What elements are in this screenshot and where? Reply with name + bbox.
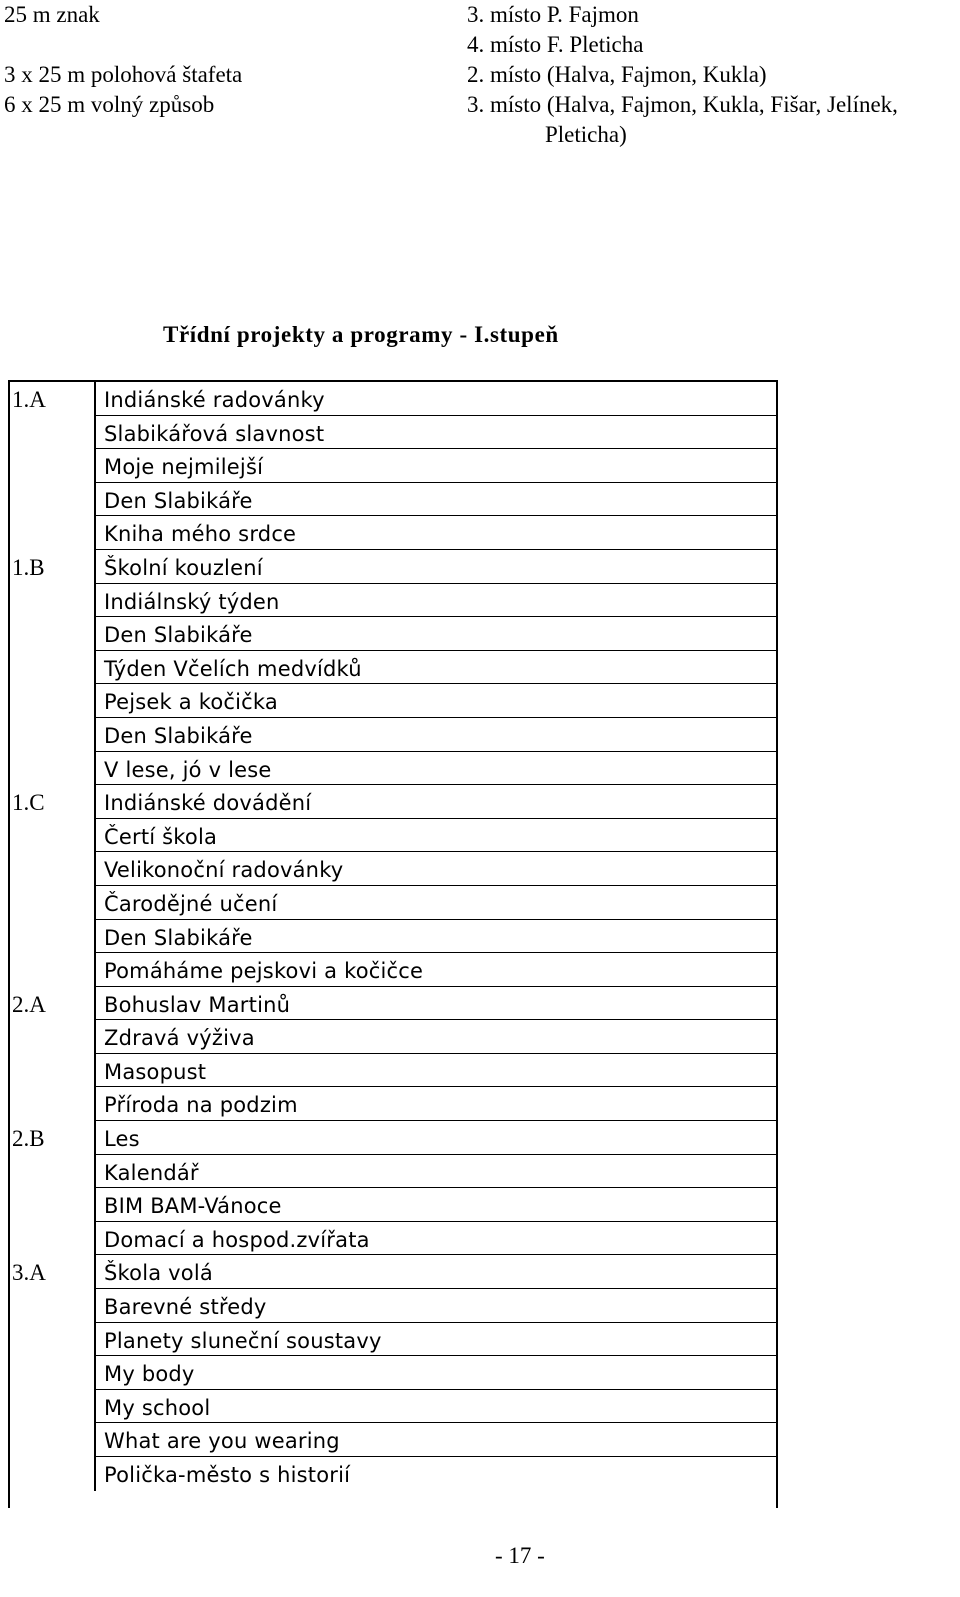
project-row <box>94 584 776 618</box>
project-row <box>94 1356 776 1390</box>
discipline: 25 m znak <box>4 2 100 27</box>
project-row <box>94 1457 776 1491</box>
project-row <box>12 1255 776 1289</box>
project-row <box>12 382 776 416</box>
project-name: Školní kouzlení <box>104 555 263 580</box>
project-row <box>94 852 776 886</box>
project-row <box>94 886 776 920</box>
column-divider <box>94 516 96 549</box>
project-name: Indiálnský týden <box>104 589 280 614</box>
column-divider <box>94 819 96 852</box>
project-name: Planety sluneční soustavy <box>104 1328 382 1353</box>
project-name: Indiánské dovádění <box>104 791 312 816</box>
column-divider <box>94 1356 96 1389</box>
project-name: V lese, jó v lese <box>104 757 272 782</box>
column-divider <box>94 987 96 1020</box>
project-row <box>94 1390 776 1424</box>
project-row <box>94 1087 776 1121</box>
result-row <box>4 60 954 90</box>
project-name: Den Slabikáře <box>104 623 253 648</box>
project-name: Polička-město s historií <box>104 1463 351 1487</box>
project-name: Příroda na podzim <box>104 1093 298 1118</box>
project-name: Indiánské radovánky <box>104 388 325 412</box>
column-divider <box>94 752 96 785</box>
column-divider <box>94 1222 96 1255</box>
class-label: 2.A <box>12 991 46 1017</box>
result-row <box>4 90 954 120</box>
column-divider <box>94 1323 96 1356</box>
column-divider <box>94 1390 96 1423</box>
project-row <box>94 1323 776 1357</box>
project-row <box>94 953 776 987</box>
project-row <box>94 1020 776 1054</box>
class-label: 2.B <box>12 1126 45 1152</box>
project-name: Zdravá výživa <box>104 1026 255 1051</box>
project-name: Škola volá <box>104 1261 213 1286</box>
project-row <box>94 819 776 853</box>
project-row <box>94 1054 776 1088</box>
class-label: 1.C <box>12 790 45 816</box>
project-row <box>94 1222 776 1256</box>
class-group <box>10 382 776 550</box>
placement: 4. místo F. Pleticha <box>467 32 644 57</box>
project-row <box>94 449 776 483</box>
column-divider <box>94 449 96 482</box>
project-row <box>94 718 776 752</box>
column-divider <box>94 1255 96 1288</box>
page-number: - 17 - <box>495 1543 545 1568</box>
project-name: Čertí škola <box>104 824 218 849</box>
project-row <box>94 516 776 550</box>
column-divider <box>94 651 96 684</box>
result-row <box>4 120 954 150</box>
class-group <box>10 987 776 1121</box>
class-group <box>10 785 776 987</box>
project-row <box>94 920 776 954</box>
project-name: Masopust <box>104 1059 207 1084</box>
discipline: 6 x 25 m volný způsob <box>4 92 215 117</box>
column-divider <box>94 1121 96 1154</box>
column-divider <box>94 1087 96 1120</box>
column-divider <box>94 617 96 650</box>
column-divider <box>94 416 96 449</box>
column-divider <box>94 920 96 953</box>
project-name: Pomáháme pejskovi a kočičce <box>104 959 424 984</box>
project-name: My body <box>104 1362 195 1387</box>
column-divider <box>94 584 96 617</box>
competition-results <box>4 0 954 150</box>
project-name: Slabikářová slavnost <box>104 421 325 446</box>
project-name: Den Slabikáře <box>104 488 253 513</box>
project-row <box>94 684 776 718</box>
class-projects-table <box>8 380 778 1508</box>
project-row <box>12 1121 776 1155</box>
project-row <box>94 752 776 786</box>
project-name: Velikonoční radovánky <box>104 858 344 883</box>
class-label: 1.A <box>12 387 46 412</box>
column-divider <box>94 550 96 583</box>
project-name: BIM BAM-Vánoce <box>104 1194 282 1219</box>
project-name: Les <box>104 1127 140 1152</box>
class-label: 3.A <box>12 1260 46 1286</box>
column-divider <box>94 785 96 818</box>
project-name: Bohuslav Martinů <box>104 992 291 1017</box>
project-name: My school <box>104 1395 211 1420</box>
project-name: Barevné středy <box>104 1295 267 1320</box>
project-name: Den Slabikáře <box>104 723 253 748</box>
project-row <box>94 1188 776 1222</box>
placement: 3. místo P. Fajmon <box>467 2 639 27</box>
class-group <box>10 1255 776 1490</box>
placement: Pleticha) <box>545 122 627 147</box>
project-row <box>12 785 776 819</box>
column-divider <box>94 1155 96 1188</box>
column-divider <box>94 483 96 516</box>
project-name: Týden Včelích medvídků <box>104 656 362 681</box>
project-name: Čarodějné učení <box>104 891 278 916</box>
project-row <box>94 416 776 450</box>
project-name: What are you wearing <box>104 1429 340 1454</box>
column-divider <box>94 1457 96 1491</box>
project-name: Kalendář <box>104 1160 199 1185</box>
class-label: 1.B <box>12 554 45 580</box>
column-divider <box>94 1020 96 1053</box>
placement: 3. místo (Halva, Fajmon, Kukla, Fišar, Jelínek, <box>467 92 898 117</box>
placement: 2. místo (Halva, Fajmon, Kukla) <box>467 62 767 87</box>
project-name: Den Slabikáře <box>104 925 253 950</box>
section-heading: Třídní projekty a programy - I.stupeň <box>163 322 559 347</box>
class-group <box>10 1121 776 1255</box>
project-name: Moje nejmilejší <box>104 455 264 480</box>
column-divider <box>94 382 96 415</box>
column-divider <box>94 1289 96 1322</box>
project-name: Pejsek a kočička <box>104 690 278 715</box>
project-row <box>12 550 776 584</box>
column-divider <box>94 718 96 751</box>
project-row <box>94 1289 776 1323</box>
project-name: Domací a hospod.zvířata <box>104 1227 370 1252</box>
project-row <box>12 987 776 1021</box>
column-divider <box>94 852 96 885</box>
project-row <box>94 1423 776 1457</box>
result-row <box>4 0 954 30</box>
class-group <box>10 550 776 785</box>
project-row <box>94 617 776 651</box>
project-row <box>94 651 776 685</box>
project-row <box>94 483 776 517</box>
column-divider <box>94 886 96 919</box>
project-row <box>94 1155 776 1189</box>
column-divider <box>94 1423 96 1456</box>
column-divider <box>94 1054 96 1087</box>
project-name: Kniha mého srdce <box>104 522 297 547</box>
column-divider <box>94 1188 96 1221</box>
column-divider <box>94 953 96 986</box>
discipline: 3 x 25 m polohová štafeta <box>4 62 243 87</box>
column-divider <box>94 684 96 717</box>
result-row <box>4 30 954 60</box>
